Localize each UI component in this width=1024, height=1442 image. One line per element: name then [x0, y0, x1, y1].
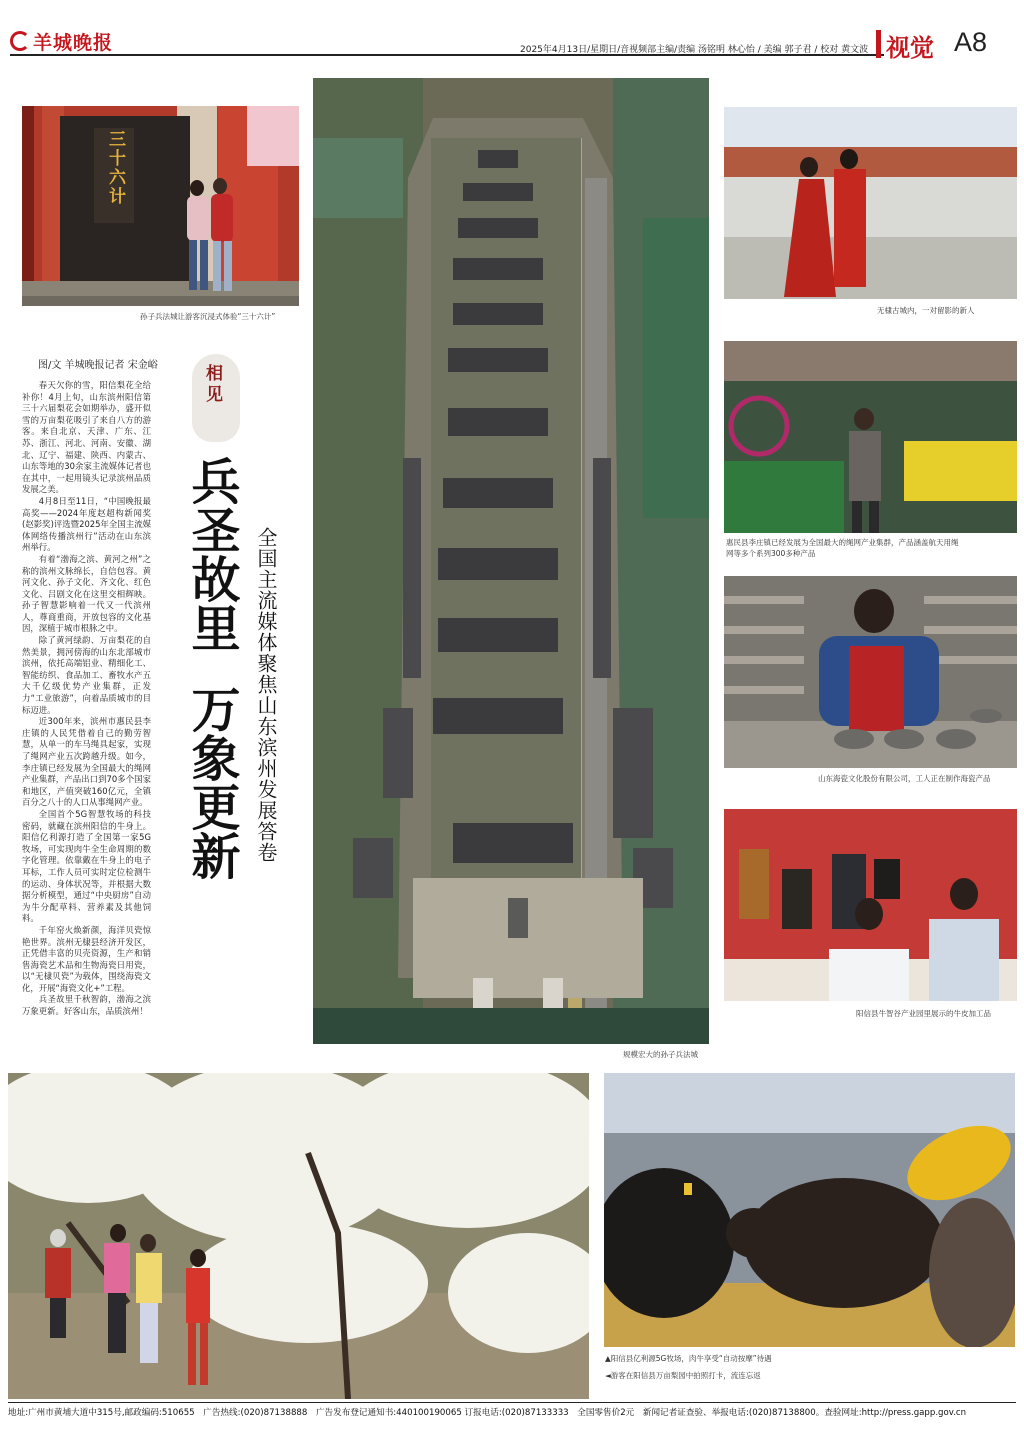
- cattle-illustration: [604, 1073, 1015, 1347]
- rope-factory-illustration: [724, 341, 1017, 533]
- masthead-logo: [10, 28, 113, 55]
- aerial-illustration: [313, 78, 709, 1044]
- porcelain-illustration: [724, 576, 1017, 768]
- paragraph: 近300年来，滨州市惠民县李庄镇的人民凭借着自己的勤劳智慧，从单一的车马绳具起家，实现了绳网产业五次跨越升级。如今，李庄镇已经发展为全国最大的绳网产业集群，产品出口到70多个国家和地区，产值突破160亿元，全镇百分之八十的人口从事绳网产业。: [22, 716, 151, 808]
- paragraph: 4月8日至11日，“中国晚报最高奖——2024年度赵超构新闻奖(赵影奖)评选暨2025年全国主流媒体网络传播滨州行”活动在山东滨州举行。: [22, 495, 151, 553]
- photo-temple-gate: [22, 106, 299, 306]
- pear-blossom-illustration: [8, 1073, 589, 1399]
- section-bar: [876, 30, 881, 58]
- header-info: 2025年4月13日/星期日/音视频部主编/责编 汤铭明 林心怡 / 美编 郭子君 / 校对 黄文波: [520, 45, 869, 55]
- gate-sign: 三十六计: [105, 130, 125, 206]
- paragraph: 全国首个5G智慧牧场的科技密码，就藏在滨州阳信的牛身上。阳信亿利源打造了全国第一家5G牧场，可实现肉牛全生命周期的数字化管理。依靠戴在牛身上的电子耳标，工作人员可实时定位检测牛的运动、身体状况等，并根据大数据分析模型，通过“中央厨房”自动为牛分配草料、营养素及其他饲料。: [22, 808, 151, 924]
- caption-orchard: ◄游客在阳信县万亩梨园中拍照打卡，流连忘返: [605, 1371, 761, 1380]
- headline-line-1: 兵圣故里: [184, 456, 241, 652]
- newlyweds-illustration: [724, 107, 1017, 299]
- column-seal-text: 相见: [202, 364, 222, 406]
- caption-cattle: ▲阳信县亿利源5G牧场，肉牛享受“自动按摩”待遇: [605, 1354, 772, 1363]
- paragraph: 春天欠你的雪，阳信梨花全给补你！4月上旬，山东滨州阳信第三十六届梨花会如期举办，盛开似雪的万亩梨花吸引了来自八方的游客。来自北京、天津、广东、江苏、浙江、河北、河南、安徽、湖北、辽宁、福建、陕西、内蒙古、山东等地的30余家主流媒体记者也在其中，一起用镜头记录滨州品质发展之美。: [22, 380, 151, 495]
- caption-rope-1: 惠民县李庄镇已经发展为全国最大的绳网产业集群，产品涵盖航天用绳: [726, 538, 959, 547]
- subheadline: 全国主流媒体聚焦山东滨州发展答卷: [254, 527, 278, 863]
- caption-aerial: 规模宏大的孙子兵法城: [623, 1050, 698, 1059]
- byline: 图/文 羊城晚报记者 宋金峪: [38, 360, 158, 371]
- logo-text: 羊城晚报: [33, 32, 114, 54]
- section-name: 视觉: [886, 34, 934, 62]
- paragraph: 兵圣故里千秋智韵，渤海之滨万象更新。好客山东，品质滨州！: [22, 994, 151, 1017]
- leather-display-illustration: [724, 809, 1017, 1001]
- footer-info: 地址:广州市黄埔大道中315号,邮政编码:510655 广告热线:(020)87138888 广告发布登记通知书:440100190065 订报电话:(020)87133333 全国零售价2元 新闻记者证查验、举报电话:(020)87138800。查验网址:http://press.gapp.gov.cn: [8, 1408, 967, 1418]
- photo-rope-factory: [724, 341, 1017, 533]
- paragraph: 有着“渤海之滨、黄河之州”之称的滨州文脉绵长，自信包容。黄河文化、孙子文化、齐文化、红色文化、吕剧文化在这里交相辉映。孙子智慧影响着一代又一代滨州人，尊商重商，开放包容的文化基因，深植于城市根脉之中。: [22, 553, 151, 634]
- article-body: [22, 380, 151, 1018]
- headline-line-2: 万象更新: [184, 684, 241, 880]
- caption-temple-gate: 孙子兵法城让游客沉浸式体验“三十六计”: [140, 312, 276, 321]
- caption-porcelain: 山东海瓷文化股份有限公司，工人正在制作海瓷产品: [818, 774, 991, 783]
- headline-2: [184, 684, 241, 880]
- photo-pear-blossom-orchard: [8, 1073, 589, 1399]
- photo-porcelain-worker: [724, 576, 1017, 768]
- photo-newlyweds: [724, 107, 1017, 299]
- caption-leather: 阳信县牛智谷产业园里展示的牛皮加工品: [856, 1009, 991, 1018]
- logo-swirl-icon: [10, 31, 30, 51]
- photo-5g-ranch-cattle: [604, 1073, 1015, 1347]
- paragraph: 除了黄河绿韵、万亩梨花的自然美景，拥河傍海的山东北部城市滨州，依托高端铝业、精细化工、智能纺织、食品加工、畜牧水产五大千亿级优势产业集群，正发力“工业旅游”，向着品质城市的目标迈进。: [22, 635, 151, 715]
- caption-rope-2: 网等多个系列300多种产品: [726, 549, 816, 558]
- photo-leather-display: [724, 809, 1017, 1001]
- headline: [184, 456, 241, 652]
- paragraph: 千年窑火焕新颜，海洋贝瓷惊艳世界。滨州无棣县经济开发区，正凭借丰富的贝壳资源，生产和销售海瓷艺术品和生物海瓷日用瓷，以“无棣贝瓷”为载体，围绕海瓷文化，开展“海瓷文化+”工程。: [22, 924, 151, 993]
- temple-gate-illustration: [22, 106, 299, 306]
- photo-aerial-sunzi-city: [313, 78, 709, 1044]
- page-number: A8: [954, 27, 988, 57]
- caption-newlyweds: 无棣古城内，一对留影的新人: [877, 306, 975, 315]
- footer-rule: [8, 1402, 1016, 1403]
